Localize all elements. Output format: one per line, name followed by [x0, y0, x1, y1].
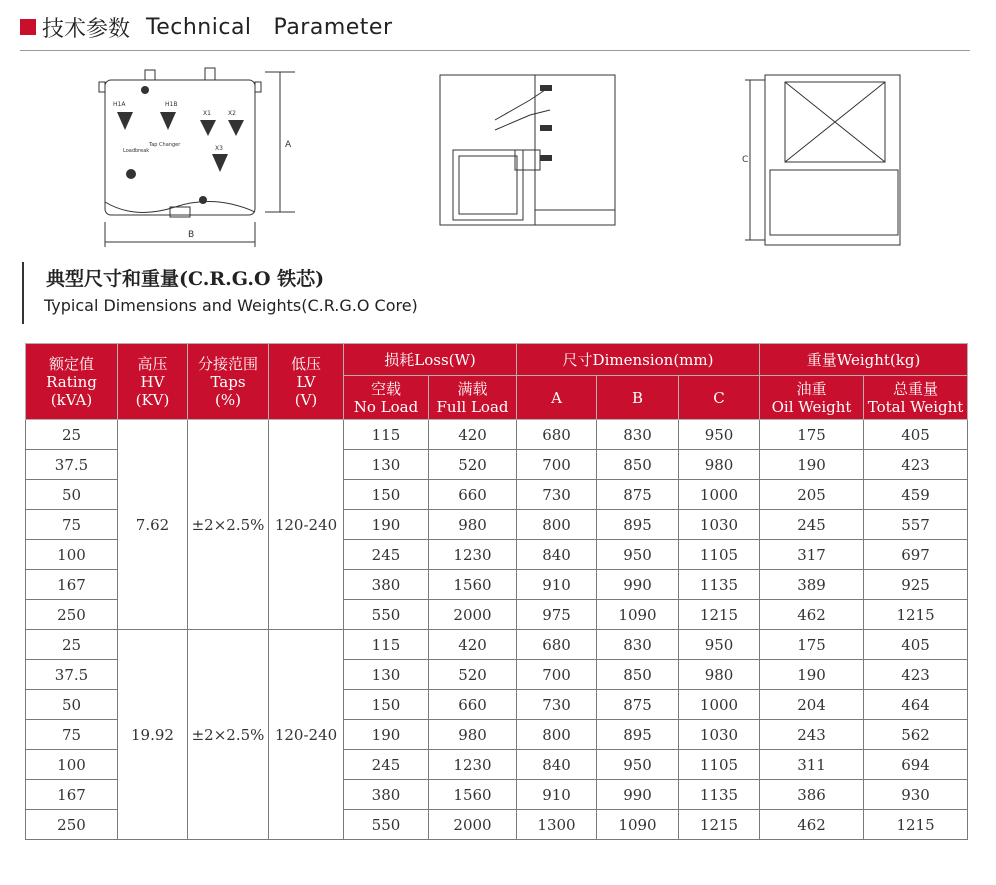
- cell-total-weight: 1215: [864, 600, 968, 630]
- cell-dim-b: 830: [597, 630, 679, 660]
- cell-dim-a: 680: [517, 630, 597, 660]
- front-view-tag-h1a: H1A: [113, 101, 126, 108]
- cell-dim-a: 840: [517, 750, 597, 780]
- front-view-tag-x1: X1: [203, 110, 211, 117]
- cell-oil-weight: 205: [760, 480, 864, 510]
- cell-oil-weight: 317: [760, 540, 864, 570]
- cell-rating: 50: [26, 480, 118, 510]
- header-total-weight: 总重量 Total Weight: [864, 376, 968, 420]
- header-weight: 重量Weight(kg): [760, 344, 968, 376]
- cell-oil-weight: 243: [760, 720, 864, 750]
- cell-dim-b: 830: [597, 420, 679, 450]
- cell-dim-a: 700: [517, 660, 597, 690]
- cell-total-weight: 697: [864, 540, 968, 570]
- table-row: [26, 630, 968, 660]
- cell-full-load: 520: [429, 450, 517, 480]
- front-view-label-a: A: [285, 140, 292, 150]
- header-a: A: [517, 376, 597, 420]
- cell-dim-c: 950: [679, 630, 760, 660]
- cell-dim-c: 980: [679, 660, 760, 690]
- front-view-tag-x3: X3: [215, 145, 223, 152]
- cell-dim-b: 990: [597, 780, 679, 810]
- cell-dim-b: 850: [597, 450, 679, 480]
- cell-no-load: 190: [344, 510, 429, 540]
- cell-dim-c: 1030: [679, 720, 760, 750]
- header-full-load: 满载 Full Load: [429, 376, 517, 420]
- cell-taps: ±2×2.5%: [188, 420, 269, 630]
- cell-no-load: 380: [344, 570, 429, 600]
- cell-rating: 25: [26, 420, 118, 450]
- cell-full-load: 660: [429, 480, 517, 510]
- cell-no-load: 550: [344, 810, 429, 840]
- cell-total-weight: 562: [864, 720, 968, 750]
- cell-dim-a: 800: [517, 720, 597, 750]
- cell-dim-a: 680: [517, 420, 597, 450]
- header-lv: 低压 LV (V): [269, 344, 344, 420]
- cell-rating: 25: [26, 630, 118, 660]
- cell-total-weight: 557: [864, 510, 968, 540]
- cell-total-weight: 405: [864, 630, 968, 660]
- cell-no-load: 130: [344, 450, 429, 480]
- cell-no-load: 245: [344, 750, 429, 780]
- cell-full-load: 980: [429, 720, 517, 750]
- cell-dim-b: 1090: [597, 600, 679, 630]
- cell-oil-weight: 204: [760, 690, 864, 720]
- cell-dim-c: 1135: [679, 570, 760, 600]
- cell-rating: 100: [26, 540, 118, 570]
- red-square-icon: [20, 19, 36, 35]
- cell-rating: 37.5: [26, 660, 118, 690]
- cell-dim-c: 1135: [679, 780, 760, 810]
- header-c: C: [679, 376, 760, 420]
- title-en-1: Technical: [146, 14, 252, 40]
- cell-hv: 7.62: [118, 420, 188, 630]
- cell-full-load: 660: [429, 690, 517, 720]
- cell-dim-c: 1000: [679, 690, 760, 720]
- cell-total-weight: 925: [864, 570, 968, 600]
- cell-no-load: 150: [344, 690, 429, 720]
- cell-full-load: 420: [429, 630, 517, 660]
- subtitle-cn: 典型尺寸和重量(C.R.G.O 铁芯): [46, 268, 325, 290]
- top-view-drawing: [740, 70, 910, 250]
- cell-dim-b: 1090: [597, 810, 679, 840]
- front-view-tag-h1b: H1B: [165, 101, 178, 108]
- title-cn: 技术参数: [42, 16, 131, 42]
- cell-lv: 120-240: [269, 630, 344, 840]
- cell-full-load: 1230: [429, 540, 517, 570]
- cell-dim-a: 700: [517, 450, 597, 480]
- header-divider: [20, 50, 970, 51]
- cell-oil-weight: 190: [760, 660, 864, 690]
- top-view-label-c: C: [742, 155, 749, 165]
- cell-rating: 167: [26, 570, 118, 600]
- cell-dim-c: 950: [679, 420, 760, 450]
- cell-rating: 75: [26, 510, 118, 540]
- cell-total-weight: 423: [864, 450, 968, 480]
- cell-total-weight: 1215: [864, 810, 968, 840]
- cell-oil-weight: 190: [760, 450, 864, 480]
- cell-no-load: 380: [344, 780, 429, 810]
- cell-total-weight: 405: [864, 420, 968, 450]
- cell-lv: 120-240: [269, 420, 344, 630]
- cell-oil-weight: 389: [760, 570, 864, 600]
- cell-full-load: 1560: [429, 570, 517, 600]
- title-en-2: Parameter: [273, 14, 393, 40]
- cell-oil-weight: 175: [760, 420, 864, 450]
- cell-dim-a: 800: [517, 510, 597, 540]
- cell-rating: 167: [26, 780, 118, 810]
- table-row: [26, 420, 968, 450]
- cell-rating: 250: [26, 600, 118, 630]
- cell-dim-c: 1105: [679, 750, 760, 780]
- cell-rating: 250: [26, 810, 118, 840]
- cell-dim-a: 840: [517, 540, 597, 570]
- header-rating: 额定值 Rating (kVA): [26, 344, 118, 420]
- cell-dim-c: 1105: [679, 540, 760, 570]
- cell-dim-c: 1030: [679, 510, 760, 540]
- cell-dim-c: 980: [679, 450, 760, 480]
- cell-dim-b: 875: [597, 690, 679, 720]
- cell-oil-weight: 462: [760, 600, 864, 630]
- front-view-tag-loadbreak: Loadbreak: [123, 148, 150, 154]
- subtitle-en: Typical Dimensions and Weights(C.R.G.O Core): [44, 296, 418, 315]
- cell-no-load: 245: [344, 540, 429, 570]
- subtitle-bar: [22, 262, 24, 324]
- cell-oil-weight: 175: [760, 630, 864, 660]
- cell-full-load: 420: [429, 420, 517, 450]
- cell-dim-a: 910: [517, 780, 597, 810]
- cell-no-load: 150: [344, 480, 429, 510]
- cell-total-weight: 694: [864, 750, 968, 780]
- cell-full-load: 520: [429, 660, 517, 690]
- cell-dim-c: 1000: [679, 480, 760, 510]
- cell-rating: 37.5: [26, 450, 118, 480]
- cell-dim-b: 895: [597, 510, 679, 540]
- cell-no-load: 115: [344, 420, 429, 450]
- cell-no-load: 550: [344, 600, 429, 630]
- header-dimension: 尺寸Dimension(mm): [517, 344, 760, 376]
- cell-hv: 19.92: [118, 630, 188, 840]
- cell-rating: 75: [26, 720, 118, 750]
- cell-full-load: 1560: [429, 780, 517, 810]
- cell-oil-weight: 245: [760, 510, 864, 540]
- cell-full-load: 980: [429, 510, 517, 540]
- header-hv: 高压 HV (KV): [118, 344, 188, 420]
- front-view-tag-tap-changer: Tap Changer: [149, 142, 181, 148]
- cell-dim-a: 1300: [517, 810, 597, 840]
- cell-dim-b: 950: [597, 750, 679, 780]
- cell-no-load: 130: [344, 660, 429, 690]
- front-view-tag-x2: X2: [228, 110, 236, 117]
- cell-dim-b: 895: [597, 720, 679, 750]
- header-loss: 损耗Loss(W): [344, 344, 517, 376]
- cell-dim-a: 975: [517, 600, 597, 630]
- front-view-label-b: B: [188, 230, 195, 240]
- header-oil-weight: 油重 Oil Weight: [760, 376, 864, 420]
- cell-dim-b: 950: [597, 540, 679, 570]
- section-header: [20, 10, 393, 44]
- side-view-drawing: [435, 70, 625, 230]
- cell-oil-weight: 462: [760, 810, 864, 840]
- cell-total-weight: 930: [864, 780, 968, 810]
- cell-total-weight: 459: [864, 480, 968, 510]
- cell-dim-c: 1215: [679, 600, 760, 630]
- cell-full-load: 2000: [429, 810, 517, 840]
- cell-rating: 50: [26, 690, 118, 720]
- cell-dim-a: 910: [517, 570, 597, 600]
- cell-full-load: 1230: [429, 750, 517, 780]
- cell-dim-a: 730: [517, 690, 597, 720]
- cell-dim-c: 1215: [679, 810, 760, 840]
- cell-rating: 100: [26, 750, 118, 780]
- cell-oil-weight: 386: [760, 780, 864, 810]
- cell-oil-weight: 311: [760, 750, 864, 780]
- cell-taps: ±2×2.5%: [188, 630, 269, 840]
- cell-total-weight: 423: [864, 660, 968, 690]
- header-taps: 分接范围 Taps (%): [188, 344, 269, 420]
- header-b: B: [597, 376, 679, 420]
- cell-total-weight: 464: [864, 690, 968, 720]
- cell-dim-b: 990: [597, 570, 679, 600]
- spec-table-body: [26, 420, 968, 840]
- front-view-drawing: [95, 62, 305, 252]
- cell-no-load: 190: [344, 720, 429, 750]
- cell-dim-b: 850: [597, 660, 679, 690]
- cell-dim-b: 875: [597, 480, 679, 510]
- header-no-load: 空载 No Load: [344, 376, 429, 420]
- cell-no-load: 115: [344, 630, 429, 660]
- cell-dim-a: 730: [517, 480, 597, 510]
- cell-full-load: 2000: [429, 600, 517, 630]
- spec-table: [25, 343, 968, 840]
